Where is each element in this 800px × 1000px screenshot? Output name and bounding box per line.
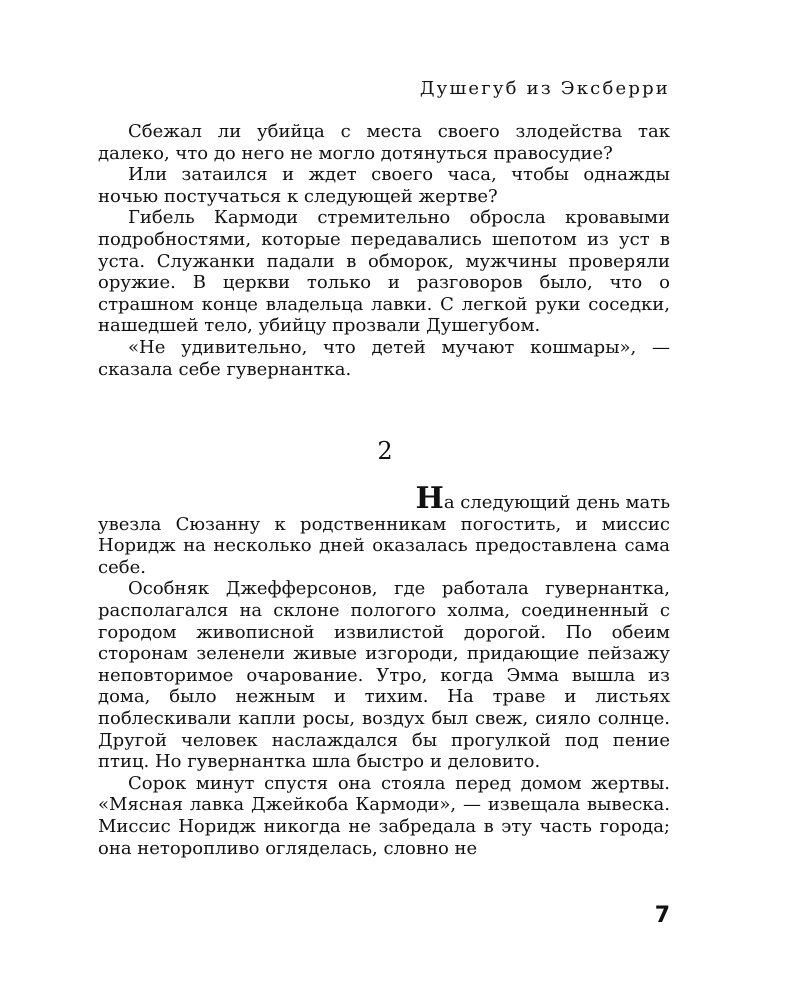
paragraph: Гибель Кармоди стремительно обросла кровавыми подробностями, которые передавались шепотом из уст в уста. Служанки падали в обморок, мужчины проверяли оружие. В церкви только и разговоров было, что о страшном конце владельца лавки. С легкой руки соседки, нашедшей тело, убийцу прозвали Душегубом. (98, 207, 670, 337)
paragraph: Сбежал ли убийца с места своего злодейства так далеко, что до него не могло дотянуться правосудие? (98, 121, 670, 164)
chapter-opening-paragraph (98, 481, 670, 578)
page-number: 7 (654, 903, 670, 928)
paragraph: Сорок минут спустя она стояла перед домом жертвы. «Мясная лавка Джейкоба Кармоди», — извещала вывеска. Миссис Норидж никогда не забредала в эту часть города; она неторопливо огляделась, словно не (98, 772, 670, 859)
opening-line (98, 481, 670, 516)
paragraph: Особняк Джефферсонов, где работала гувернантка, располагался на склоне пологого холма, соединенный с городом живописной извилистой дорогой. По обеим сторонам зеленели живые изгороди, придающие пейзажу неповторимое очарование. Утро, когда Эмма вышла из дома, было нежным и тихим. На траве и листьях поблескивали капли росы, воздух был свеж, сияло солнце. Другой человек наслаждался бы прогулкой под пение птиц. Но гувернантка шла быстро и деловито. (98, 578, 670, 773)
section-two-text (98, 481, 670, 859)
running-header: Душегуб из Эксберри (419, 78, 670, 99)
opening-line-text: а следующий день мать (443, 492, 670, 513)
paragraph: «Не удивительно, что детей мучают кошмары», — сказала себе гувернантка. (98, 336, 670, 380)
drop-cap-letter: Н (415, 481, 444, 516)
section-one-text (98, 121, 670, 380)
opening-paragraph-continuation: увезла Сюзанну к родственникам погостить, и миссис Норидж на несколько дней оказалась предоставлена сама себе. (98, 513, 670, 578)
chapter-number: 2 (377, 437, 393, 465)
paragraph: Или затаился и ждет своего часа, чтобы однажды ночью постучаться к следующей жертве? (98, 164, 670, 207)
